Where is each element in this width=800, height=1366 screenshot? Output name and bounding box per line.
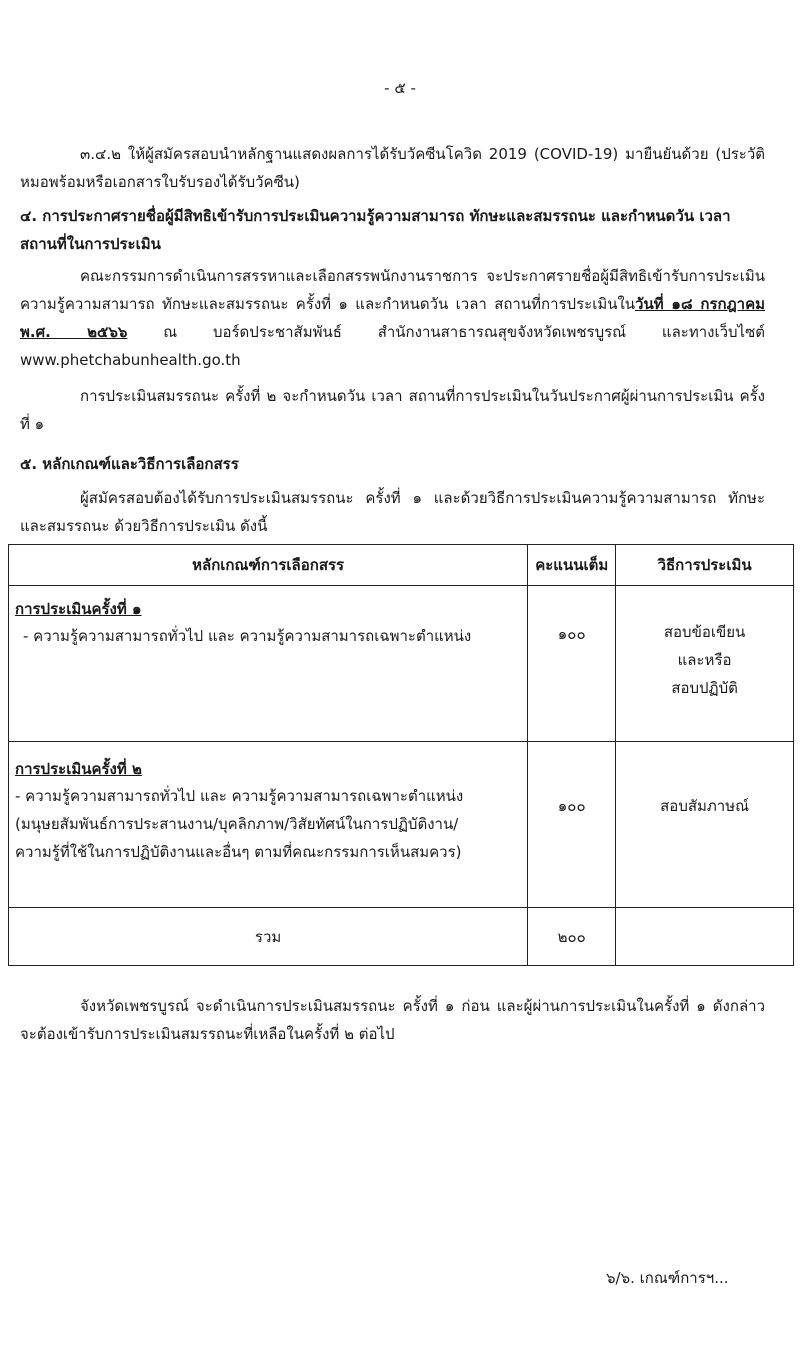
- announcement-date: วันที่ ๑๘ กรกฎาคม พ.ศ. ๒๕๖๖: [20, 295, 765, 341]
- paragraph-5: ผู้สมัครสอบต้องได้รับการประเมินสมรรถนะ ครั้งที่ ๑ และด้วยวิธีการประเมินความรู้ความสามารถ ทักษะ และสมรรถนะ ด้วยวิธีการประเมิน ดังนี้: [20, 489, 765, 535]
- paragraph-4a-text: คณะกรรมการดำเนินการสรรหาและเลือกสรรพนักงานราชการ จะประกาศรายชื่อผู้มีสิทธิเข้ารับการประเมินความรู้ความสามารถ ทักษะและสมรรถนะ ครั้งที่ ๑ และกำหนดวัน เวลา สถานที่การประเมินใน: [20, 267, 765, 313]
- table-row: [9, 742, 794, 908]
- header-full-score: คะแนนเต็ม: [528, 545, 616, 586]
- round-1-detail: - ความรู้ความสามารถทั่วไป และ ความรู้ความสามารถเฉพาะตำแหน่ง: [23, 627, 472, 645]
- round-1-title: การประเมินครั้งที่ ๑: [15, 600, 142, 618]
- closing-paragraph: จังหวัดเพชรบูรณ์ จะดำเนินการประเมินสมรรถนะ ครั้งที่ ๑ ก่อน และผู้ผ่านการประเมินในครั้งที่ ๑ ดังกล่าว จะต้องเข้ารับการประเมินสมรรถนะที่เหลือในครั้งที่ ๒ ต่อไป: [20, 997, 765, 1043]
- section-5-heading: ๕. หลักเกณฑ์และวิธีการเลือกสรร: [20, 455, 239, 473]
- paragraph-4b: การประเมินสมรรถนะ ครั้งที่ ๒ จะกำหนดวัน เวลา สถานที่การประเมินในวันประกาศผู้ผ่านการประเมิน ครั้งที่ ๑: [20, 387, 765, 433]
- table-row: [9, 586, 794, 742]
- selection-criteria-table: [8, 544, 794, 966]
- total-method-empty: [616, 908, 794, 966]
- continuation-reference: ๖/๖. เกณฑ์การฯ...: [606, 1269, 729, 1287]
- round-2-title: การประเมินครั้งที่ ๒: [15, 760, 142, 778]
- paragraph-3-4-2: ๓.๔.๒ ให้ผู้สมัครสอบนำหลักฐานแสดงผลการได้รับวัคซีนโควิด 2019 (COVID-19) มายืนยันด้วย (ประวัติหมอพร้อมหรือเอกสารใบรับรองได้รับวัคซีน): [20, 145, 765, 191]
- paragraph-4a: [20, 262, 765, 374]
- page-number: - ๕ -: [384, 79, 416, 97]
- round-1-score: ๑๐๐: [528, 586, 616, 742]
- round-1-method: สอบข้อเขียน และหรือ สอบปฏิบัติ: [616, 586, 794, 742]
- criteria-cell: [9, 742, 528, 908]
- header-criteria: หลักเกณฑ์การเลือกสรร: [9, 545, 528, 586]
- criteria-cell: [9, 586, 528, 742]
- total-score: ๒๐๐: [528, 908, 616, 966]
- table-total-row: [9, 908, 794, 966]
- section-4-heading: ๔. การประกาศรายชื่อผู้มีสิทธิเข้ารับการประเมินความรู้ความสามารถ ทักษะและสมรรถนะ และกำหนดวัน เวลา สถานที่ในการประเมิน: [20, 207, 731, 253]
- total-label: รวม: [9, 908, 528, 966]
- paragraph-4a-text-end: ณ บอร์ดประชาสัมพันธ์ สำนักงานสาธารณสุขจังหวัดเพชรบูรณ์ และทางเว็บไซต์ www.phetchabunhealth.go.th: [20, 323, 766, 369]
- round-2-detail: - ความรู้ความสามารถทั่วไป และ ความรู้ความสามารถเฉพาะตำแหน่ง (มนุษยสัมพันธ์การประสานงาน/บุคลิกภาพ/วิสัยทัศน์ในการปฏิบัติงาน/ ความรู้ที่ใช้ในการปฏิบัติงานและอื่นๆ ตามที่คณะกรรมการเห็นสมควร): [15, 787, 464, 861]
- round-2-method: สอบสัมภาษณ์: [616, 742, 794, 908]
- round-2-score: ๑๐๐: [528, 742, 616, 908]
- header-method: วิธีการประเมิน: [616, 545, 794, 586]
- table-header-row: [9, 545, 794, 586]
